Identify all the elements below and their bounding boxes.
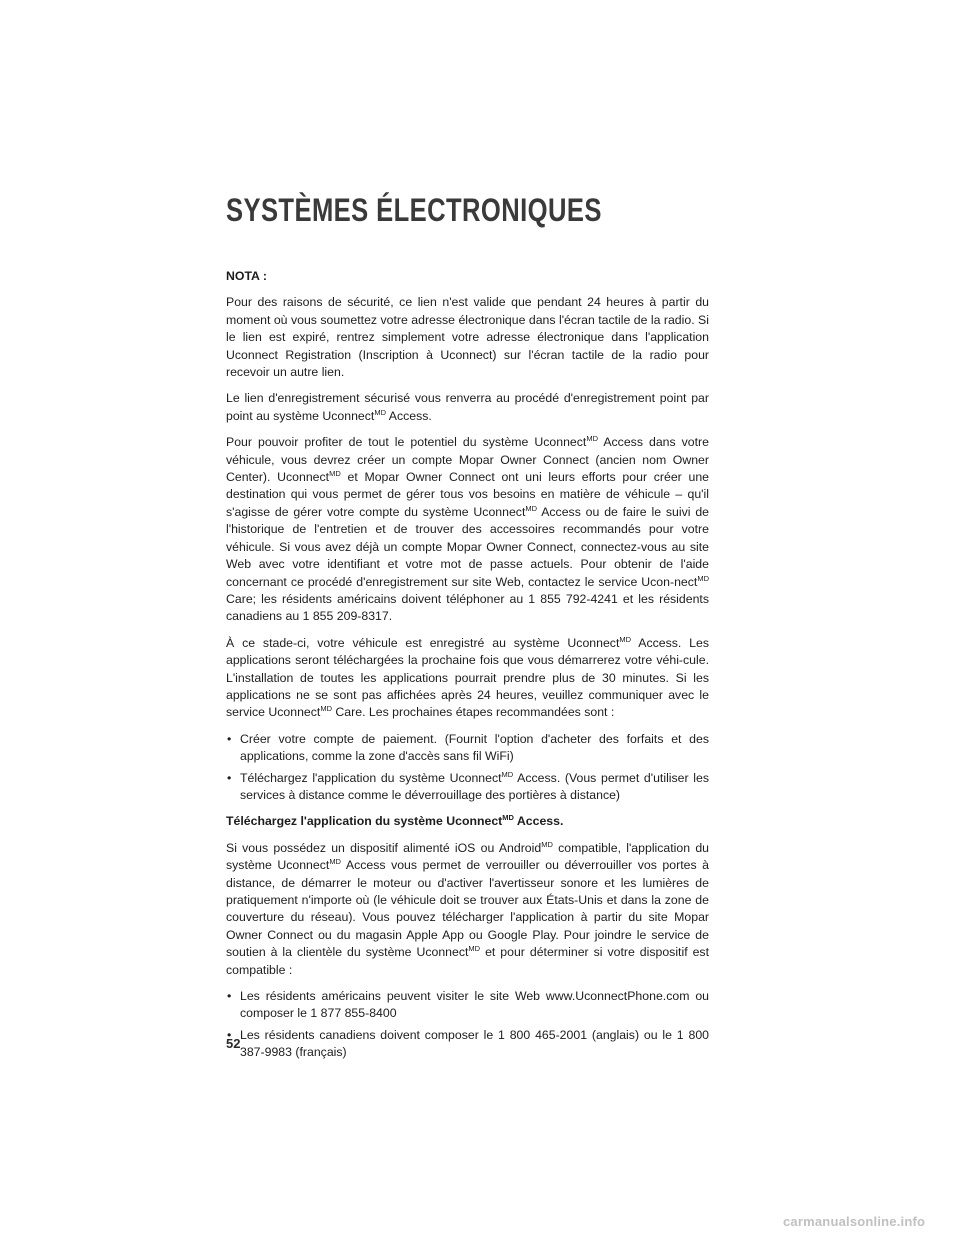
watermark: carmanualsonline.info [783,1214,926,1229]
paragraph-security-link: Pour des raisons de sécurité, ce lien n'est valide que pendant 24 heures à partir du moment où vous soumettez votre adresse électronique dans l'écran tactile de la radio. Si le lien est expiré, rentrez simplement votre adresse électronique dans l'application Uconnect Registration (Inscription à Uconnect) sur l'écran tactile de la radio pour recevoir un autre lien. [226,295,709,380]
list-item: • Téléchargez l'application du système Uconnect$^{MD}$ Access. (Vous permet d'utiliser les services à distance comme le déverrouillage des portières à distance) [226,770,709,805]
paragraph-vehicle-registered: À ce stade-ci, votre véhicule est enregistré au système Uconnect$^{MD}$ Access. Les applications seront téléchargées la prochaine fois que vous démarrerez votre véhi-cule. L'installation de toutes les applications pourrait prendre plus de 30 minutes. Si les applications ne se sont pas affichées après 24 heures, veuillez communiquer avec le service Uconnect$^{MD}$ Care. Les prochaines étapes recommandées sont : [226,634,709,720]
list-item: • Les résidents américains peuvent visiter le site Web www.UconnectPhone.com ou composer le 1 877 855-8400 [226,988,709,1023]
page-title: SYSTÈMES ÉLECTRONIQUES [226,192,602,228]
nota-label: NOTA : [226,269,267,283]
paragraph-app-description: Si vous possédez un dispositif alimenté iOS ou Android$^{MD}$ compatible, l'application du système Uconnect$^{MD}$ Access vous permet de verrouiller ou déverrouiller vos portes à distance, de démarrer le moteur ou d'activer l'avertisseur sonore et les lumières de pratiquement n'importe où (le véhicule doit se trouver aux États-Unis et dans la zone de couverture du réseau). Vous pouvez télécharger l'application à partir du site Mopar Owner Connect ou du magasin Apple App ou Google Play. Pour joindre le service de soutien à la clientèle du système Uconnect$^{MD}$ et pour déterminer si votre dispositif est compatible : [226,839,709,977]
paragraph-mopar-account: Pour pouvoir profiter de tout le potentiel du système Uconnect$^{MD}$ Access dans votre véhicule, vous devrez créer un compte Mopar Owner Connect (ancien nom Owner Center). Uconnect$^{MD}$ et Mopar Owner Connect ont uni leurs efforts pour créer une destination qui vous permet de gérer tous vos besoins en matière de véhicule – qu'il s'agisse de gérer votre compte du système Uconnect$^{MD}$ Access ou de faire le suivi de l'historique de l'entretien et de trouver des accessoires recommandés pour votre véhicule. Si vous avez déjà un compte Mopar Owner Connect, connectez-vous au site Web avec votre identifiant et votre mot de passe actuels. Pour obtenir de l'aide concernant ce procédé d'enregistrement sur site Web, contactez le service Ucon-nect$^{MD}$ Care; les résidents américains doivent téléphoner au 1 855 792-4241 et les résidents canadiens au 1 855 209-8317. [226,434,709,624]
contact-list [226,988,709,1062]
list-item: • Les résidents canadiens doivent composer le 1 800 465-2001 (anglais) ou le 1 800 387-9983 (français) [226,1027,709,1062]
page-content [226,268,709,1071]
list-item: • Créer votre compte de paiement. (Fournit l'option d'acheter des forfaits et des applications, comme la zone d'accès sans fil WiFi) [226,731,709,766]
paragraph-registration-link: Le lien d'enregistrement sécurisé vous renverra au procédé d'enregistrement point par point au système Uconnect$^{MD}$ Access. [226,391,709,423]
section-subheading: Téléchargez l'application du système Uconnect$^{MD}$ Access. [226,813,564,829]
page-number: 52 [226,1036,241,1051]
recommended-steps-list [226,731,709,805]
